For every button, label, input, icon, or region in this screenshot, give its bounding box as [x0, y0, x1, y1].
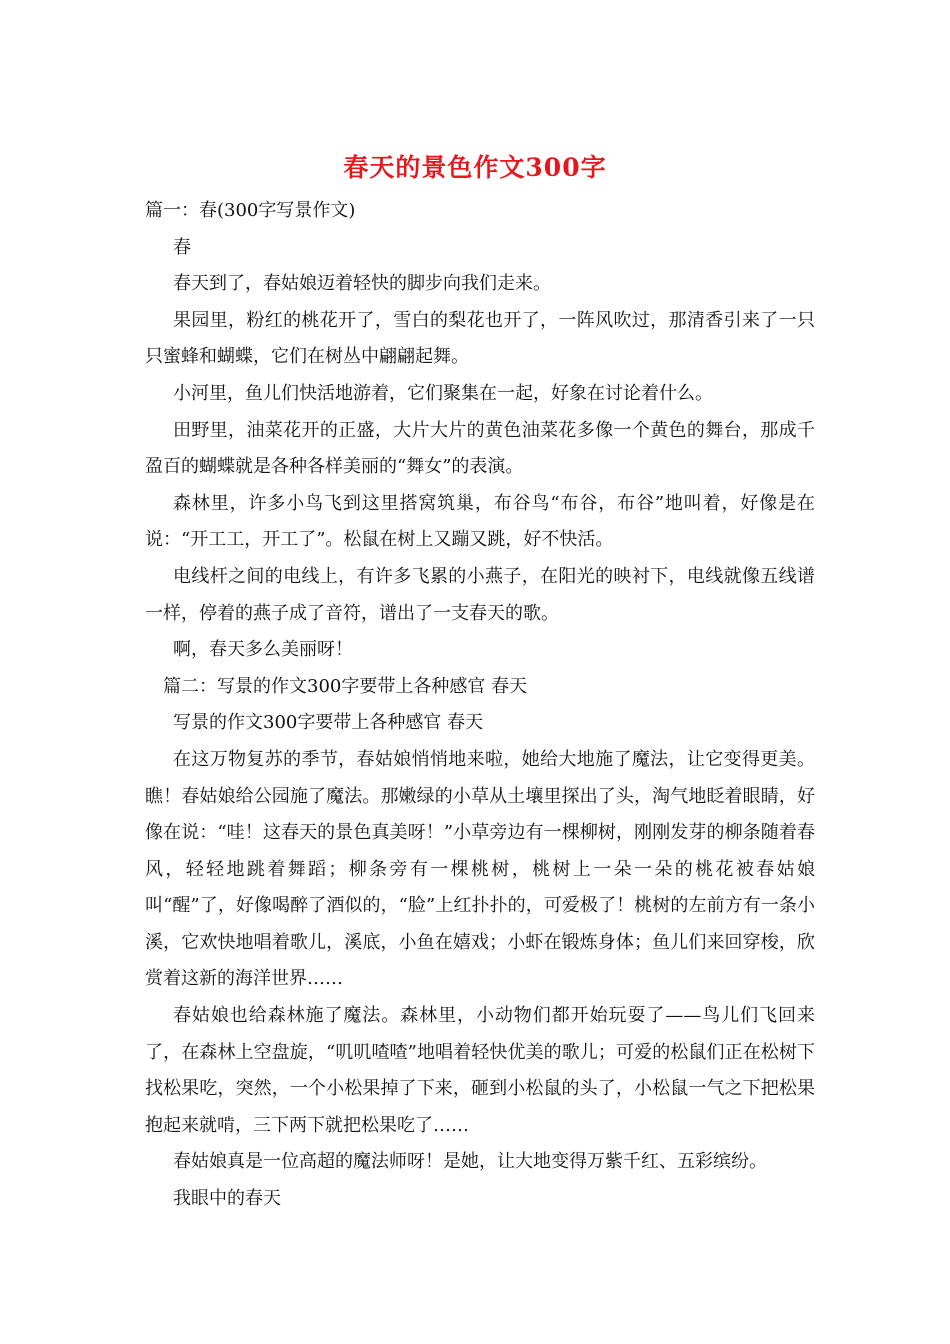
- paragraph: 春天到了，春姑娘迈着轻快的脚步向我们走来。: [173, 273, 551, 295]
- document-title: 春天的景色作文300字: [343, 153, 607, 182]
- paragraph: 田野里，油菜花开的正盛，大片大片的黄色油菜花多像一个黄色的舞台，那成千盈百的蝴蝶就是各种各样美丽的“舞女”的表演。: [145, 419, 815, 478]
- document-body: [145, 193, 815, 1218]
- paragraph: 我眼中的春天: [173, 1188, 281, 1210]
- paragraph: 果园里，粉红的桃花开了，雪白的梨花也开了，一阵风吹过，那清香引来了一只只蜜蜂和蝴蝶，它们在树丛中翩翩起舞。: [145, 309, 815, 368]
- paragraph: 啊，春天多么美丽呀！: [173, 639, 353, 661]
- paragraph: 电线杆之间的电线上，有许多飞累的小燕子，在阳光的映衬下，电线就像五线谱一样，停着的燕子成了音符，谱出了一支春天的歌。: [145, 565, 815, 624]
- paragraph-part2-heading: 篇二：写景的作文300字要带上各种感官 春天: [163, 675, 528, 697]
- paragraph: 春姑娘也给森林施了魔法。森林里，小动物们都开始玩耍了——鸟儿们飞回来了，在森林上空盘旋，“叽叽喳喳”地唱着轻快优美的歌儿；可爱的松鼠们正在松树下找松果吃，突然，一个小松果掉了下来，砸到小松鼠的头了，小松鼠一气之下把松果抱起来就啃，三下两下就把松果吃了……: [145, 1005, 815, 1136]
- paragraph: 小河里，鱼儿们快活地游着，它们聚集在一起，好象在讨论着什么。: [173, 382, 713, 404]
- paragraph: 在这万物复苏的季节，春姑娘悄悄地来啦，她给大地施了魔法，让它变得更美。 瞧！春姑娘给公园施了魔法。那嫩绿的小草从土壤里探出了头，淘气地眨着眼睛，好像在说：“哇！这春天的景色真美呀！”小草旁边有一棵柳树，刚刚发芽的柳条随着春风，轻轻地跳着舞蹈；柳条旁有一棵桃树，桃树上一朵一朵的桃花被春姑娘叫“醒”了，好像喝醉了酒似的，“脸”上红扑扑的，可爱极了！桃树的左前方有一条小溪，它欢快地唱着歌儿，溪底，小鱼在嬉戏；小虾在锻炼身体；鱼儿们来回穿梭，欣赏着这新的海洋世界……: [145, 748, 815, 990]
- paragraph-part1-heading: 篇一：春(300字写景作文): [145, 200, 356, 221]
- paragraph-part1-subtitle: 春: [173, 236, 191, 258]
- paragraph: 森林里，许多小鸟飞到这里搭窝筑巢，布谷鸟“布谷，布谷”地叫着，好像是在说：“开工工，开工了”。松鼠在树上又蹦又跳，好不快活。: [145, 492, 815, 551]
- paragraph-part2-subtitle: 写景的作文300字要带上各种感官 春天: [173, 712, 484, 734]
- paragraph: 春姑娘真是一位高超的魔法师呀！是她，让大地变得万紫千红、五彩缤纷。: [173, 1151, 767, 1173]
